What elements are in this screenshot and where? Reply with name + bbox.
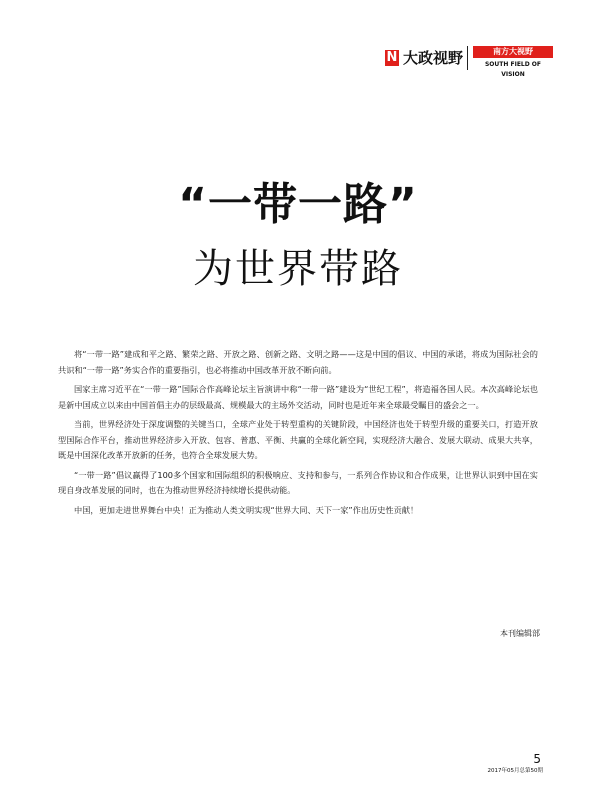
brand-logo-icon: N (386, 50, 398, 65)
publication-tag: 南方大视野 (473, 46, 553, 58)
paragraph: 中国，更加走进世界舞台中央！正为推动人类文明实现“世界大同、天下一家”作出历史性贡献！ (74, 504, 419, 515)
paragraph: 国家主席习近平在“一带一路”国际合作高峰论坛主旨演讲中称“一带一路”建设为“世纪工程”，将造福各国人民。本次高峰论坛也是新中国成立以来由中国首倡主办的层级最高、规模最大的主场外交活动，同时也是近年来全球最受瞩目的盛会之一。 (58, 384, 538, 410)
issue-info: 2017年05月总第50期 (487, 768, 543, 774)
page-number: 5 (533, 752, 541, 766)
paragraph: 将“一带一路”建成和平之路、繁荣之路、开放之路、创新之路、文明之路——这是中国的倡议、中国的承诺，将成为国际社会的共识和“一带一路”务实合作的重要指引，也必将推动中国改革开放不断向前。 (58, 349, 538, 375)
headline-line2: 为世界带路 (193, 246, 403, 292)
column-title: 大政视野 (403, 49, 464, 67)
headline-line1: “一带一路” (178, 179, 418, 230)
masthead-divider (467, 46, 468, 70)
byline: 本刊编辑部 (500, 629, 540, 638)
paragraph: 当前，世界经济处于深度调整的关键当口，全球产业处于转型重构的关键阶段，中国经济也处于转型升级的重要关口，打造开放型国际合作平台，推动世界经济步入开放、包容、普惠、平衡、共赢的全球化新空间，实现经济大融合、发展大联动、成果大共享，既是中国深化改革开放新的任务，也符合全球发展大势。 (58, 419, 538, 460)
paragraph: “一带一路”倡议赢得了100多个国家和国际组织的积极响应、支持和参与，一系列合作协议和合作成果，让世界认识到中国在实现自身改革发展的同时，也在为推动世界经济持续增长提供动能。 (58, 469, 538, 495)
article-body (58, 347, 538, 522)
masthead (385, 46, 553, 78)
publication-subtitle-en: SOUTH FIELD OF VISION (484, 61, 542, 78)
